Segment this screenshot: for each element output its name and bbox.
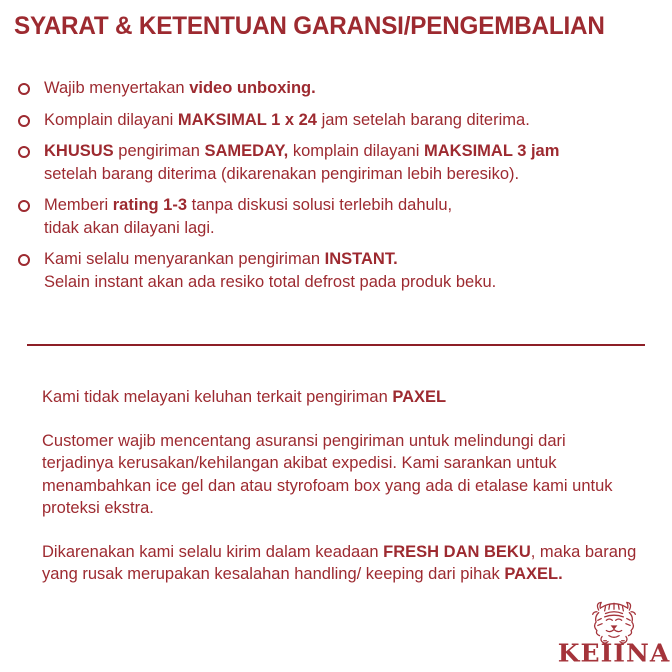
circle-bullet-icon [18,254,30,266]
paragraph-fresh-frozen-note: Dikarenakan kami selalu kirim dalam keadaan FRESH DAN BEKU, maka barang yang rusak merupakan kesalahan handling/ keeping dari pihak PAXEL. [42,542,637,583]
paragraph-insurance-advice: Customer wajib mencentang asuransi pengiriman untuk melindungi dari terjadinya kerusakan/kehilangan akibat expedisi. Kami sarankan untuk menambahkan ice gel dan atau styrofoam box yang ada di etalase kami untuk proteksi ekstra. [42,431,613,517]
shipping-notes-section [42,386,656,607]
circle-bullet-icon [18,115,30,127]
circle-bullet-icon [18,200,30,212]
list-item [18,77,656,100]
list-item [18,109,656,132]
list-item [18,248,656,293]
list-item-text: Memberi rating 1-3 tanpa diskusi solusi terlebih dahulu, tidak akan dilayani lagi. [44,196,453,237]
list-item [18,194,656,239]
brand-name: KEIINA [557,639,671,668]
paragraph-paxel-disclaimer: Kami tidak melayani keluhan terkait pengiriman PAXEL [42,388,447,406]
circle-bullet-icon [18,146,30,158]
circle-bullet-icon [18,83,30,95]
list-item-text: Wajib menyertakan video unboxing. [44,79,316,97]
list-item-text: KHUSUS pengiriman SAMEDAY, komplain dilayani MAKSIMAL 3 jam setelah barang diterima (dikarenakan pengiriman lebih beresiko). [44,142,560,183]
list-item-text: Kami selalu menyarankan pengiriman INSTANT. Selain instant akan ada resiko total defrost pada produk beku. [44,250,497,291]
section-divider [27,344,645,346]
tiger-head-icon [583,599,645,645]
list-item-text: Komplain dilayani MAKSIMAL 1 x 24 jam setelah barang diterima. [44,110,530,129]
list-item [18,140,656,185]
brand-logo [557,599,671,668]
terms-list [18,77,656,302]
page-title: SYARAT & KETENTUAN GARANSI/PENGEMBALIAN [14,12,605,40]
